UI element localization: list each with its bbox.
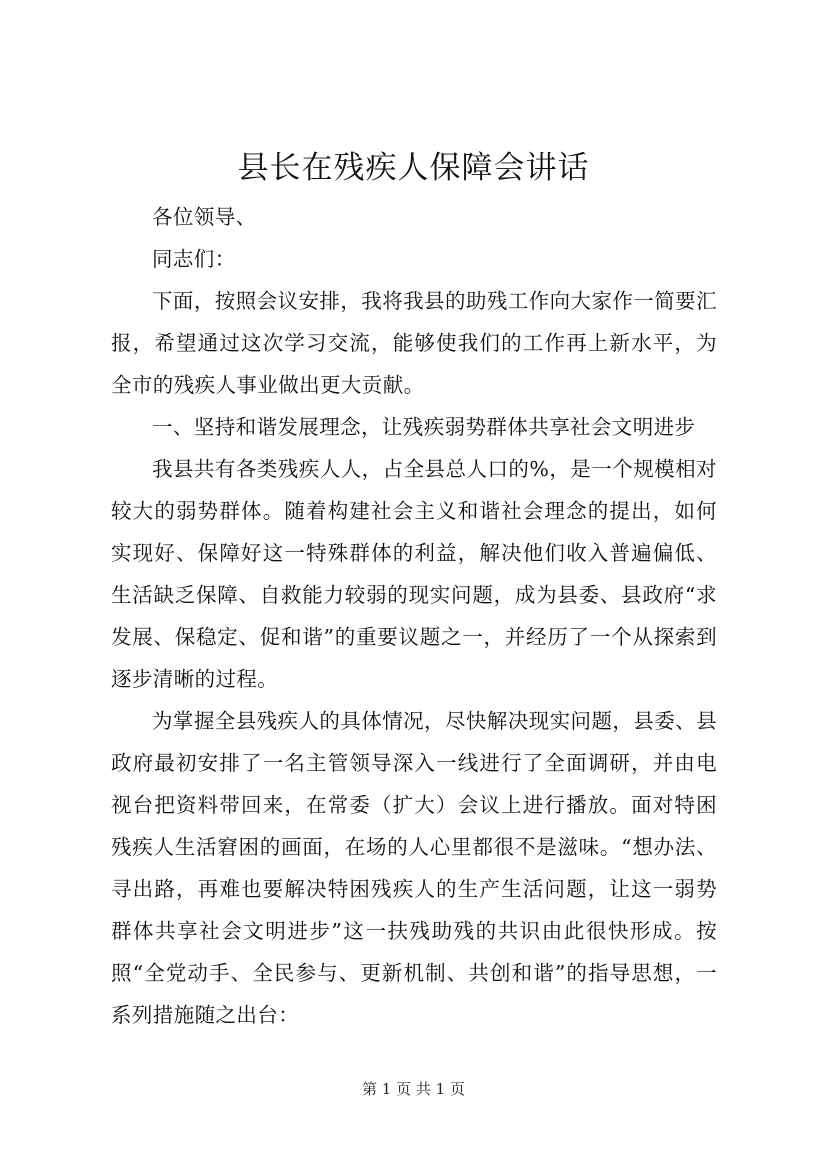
paragraph-intro: 下面，按照会议安排，我将我县的助残工作向大家作一简要汇报，希望通过这次学习交流，能够使我们的工作再上新水平，为全市的残疾人事业做出更大贡献。 — [111, 289, 717, 397]
paragraph-population: 我县共有各类残疾人人，占全县总人口的%，是一个规模相对较大的弱势群体。随着构建社会主义和谐社会理念的提出，如何实现好、保障好这一特殊群体的利益，解决他们收入普遍偏低、生活缺乏保障、自救能力较弱的现实问题，成为县委、县政府“求发展、保稳定、促和谐”的重要议题之一，并经历了一个从探索到逐步清晰的过程。 — [111, 457, 717, 691]
document-body — [111, 196, 717, 1036]
document-title: 县长在残疾人保障会讲话 — [237, 150, 590, 186]
page-footer: 第 1 页 共 1 页 — [362, 1080, 465, 1098]
paragraph-measures: 为掌握全县残疾人的具体情况，尽快解决现实问题，县委、县政府最初安排了一名主管领导深入一线进行了全面调研，并由电视台把资料带回来，在常委（扩大）会议上进行播放。面对特困残疾人生活窘困的画面，在场的人心里都很不是滋味。“想办法、寻出路，再难也要解决特困残疾人的生产生活问题，让这一弱势群体共享社会文明进步”这一扶残助残的共识由此很快形成。按照“全党动手、全民参与、更新机制、共创和谐”的指导思想，一系列措施随之出台： — [111, 709, 717, 1027]
salutation-comrades: 同志们： — [152, 247, 236, 271]
section-heading-1: 一、坚持和谐发展理念，让残疾弱势群体共享社会文明进步 — [152, 415, 696, 439]
salutation-leaders: 各位领导、 — [152, 205, 257, 229]
